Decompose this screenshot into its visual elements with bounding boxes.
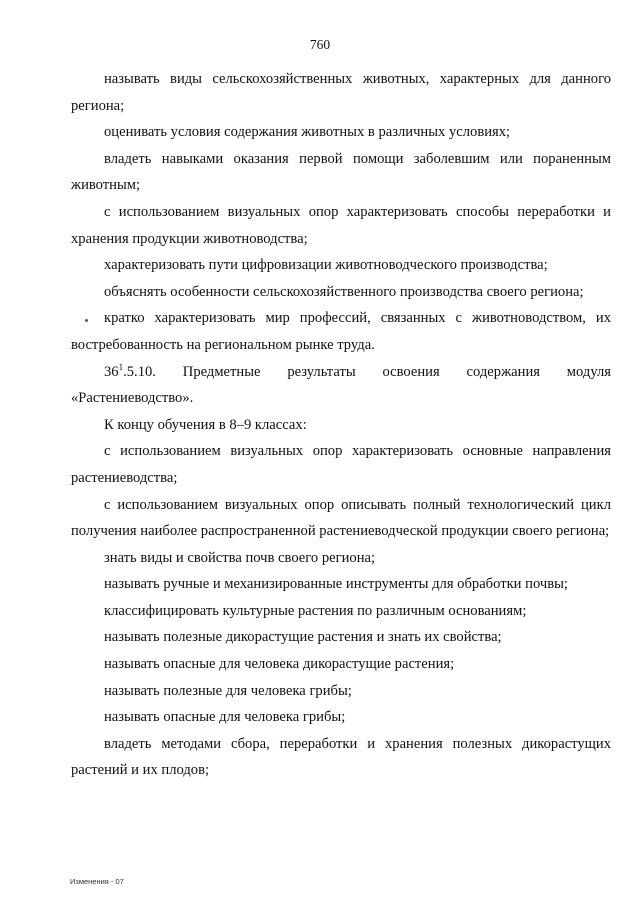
paragraph: называть ручные и механизированные инструменты для обработки почвы; [104,576,568,593]
paragraph: кратко характеризовать мир профессий, связанных с животноводством, их востребованность на региональном рынке труда. [71,310,611,353]
paragraph: называть опасные для человека дикорастущие растения; [104,656,455,673]
paragraph: оценивать условия содержания животных в различных условиях; [104,124,511,141]
document-body [71,66,611,784]
section-title: Предметные результаты освоения содержания модуля «Растениеводство». [71,363,611,407]
paragraph: владеть методами сбора, переработки и хранения полезных дикорастущих растений и их плодов; [71,735,611,779]
paragraph: с использованием визуальных опор характеризовать основные направления растениеводства; [71,443,611,486]
paragraph: классифицировать культурные растения по различным основаниям; [104,602,527,619]
paragraph: знать виды и свойства почв своего региона; [104,549,376,566]
paragraph: называть опасные для человека грибы; [104,709,346,726]
paragraph: с использованием визуальных опор описывать полный технологический цикл получения наиболее распространенной растениеводческой продукции своего региона; [71,496,611,540]
paragraph: владеть навыками оказания первой помощи заболевшим или пораненным животным; [71,150,611,194]
paragraph: называть виды сельскохозяйственных животных, характерных для данного региона; [71,71,611,114]
section-number: $36^1.5.10$. [104,361,156,380]
paragraph: характеризовать пути цифровизации животноводческого производства; [104,257,548,274]
paragraph: называть полезные дикорастущие растения и знать их свойства; [104,629,502,646]
page-footer: Изменения - 07 [70,877,124,886]
paragraph: К концу обучения в 8–9 классах: [104,416,307,433]
section-heading [71,359,611,412]
paragraph: с использованием визуальных опор характеризовать способы переработки и хранения продукции животноводства; [71,203,611,247]
paragraph: объяснять особенности сельскохозяйственного производства своего региона; [104,283,584,300]
paragraph: называть полезные для человека грибы; [104,682,352,699]
page-number: 760 [309,37,331,52]
